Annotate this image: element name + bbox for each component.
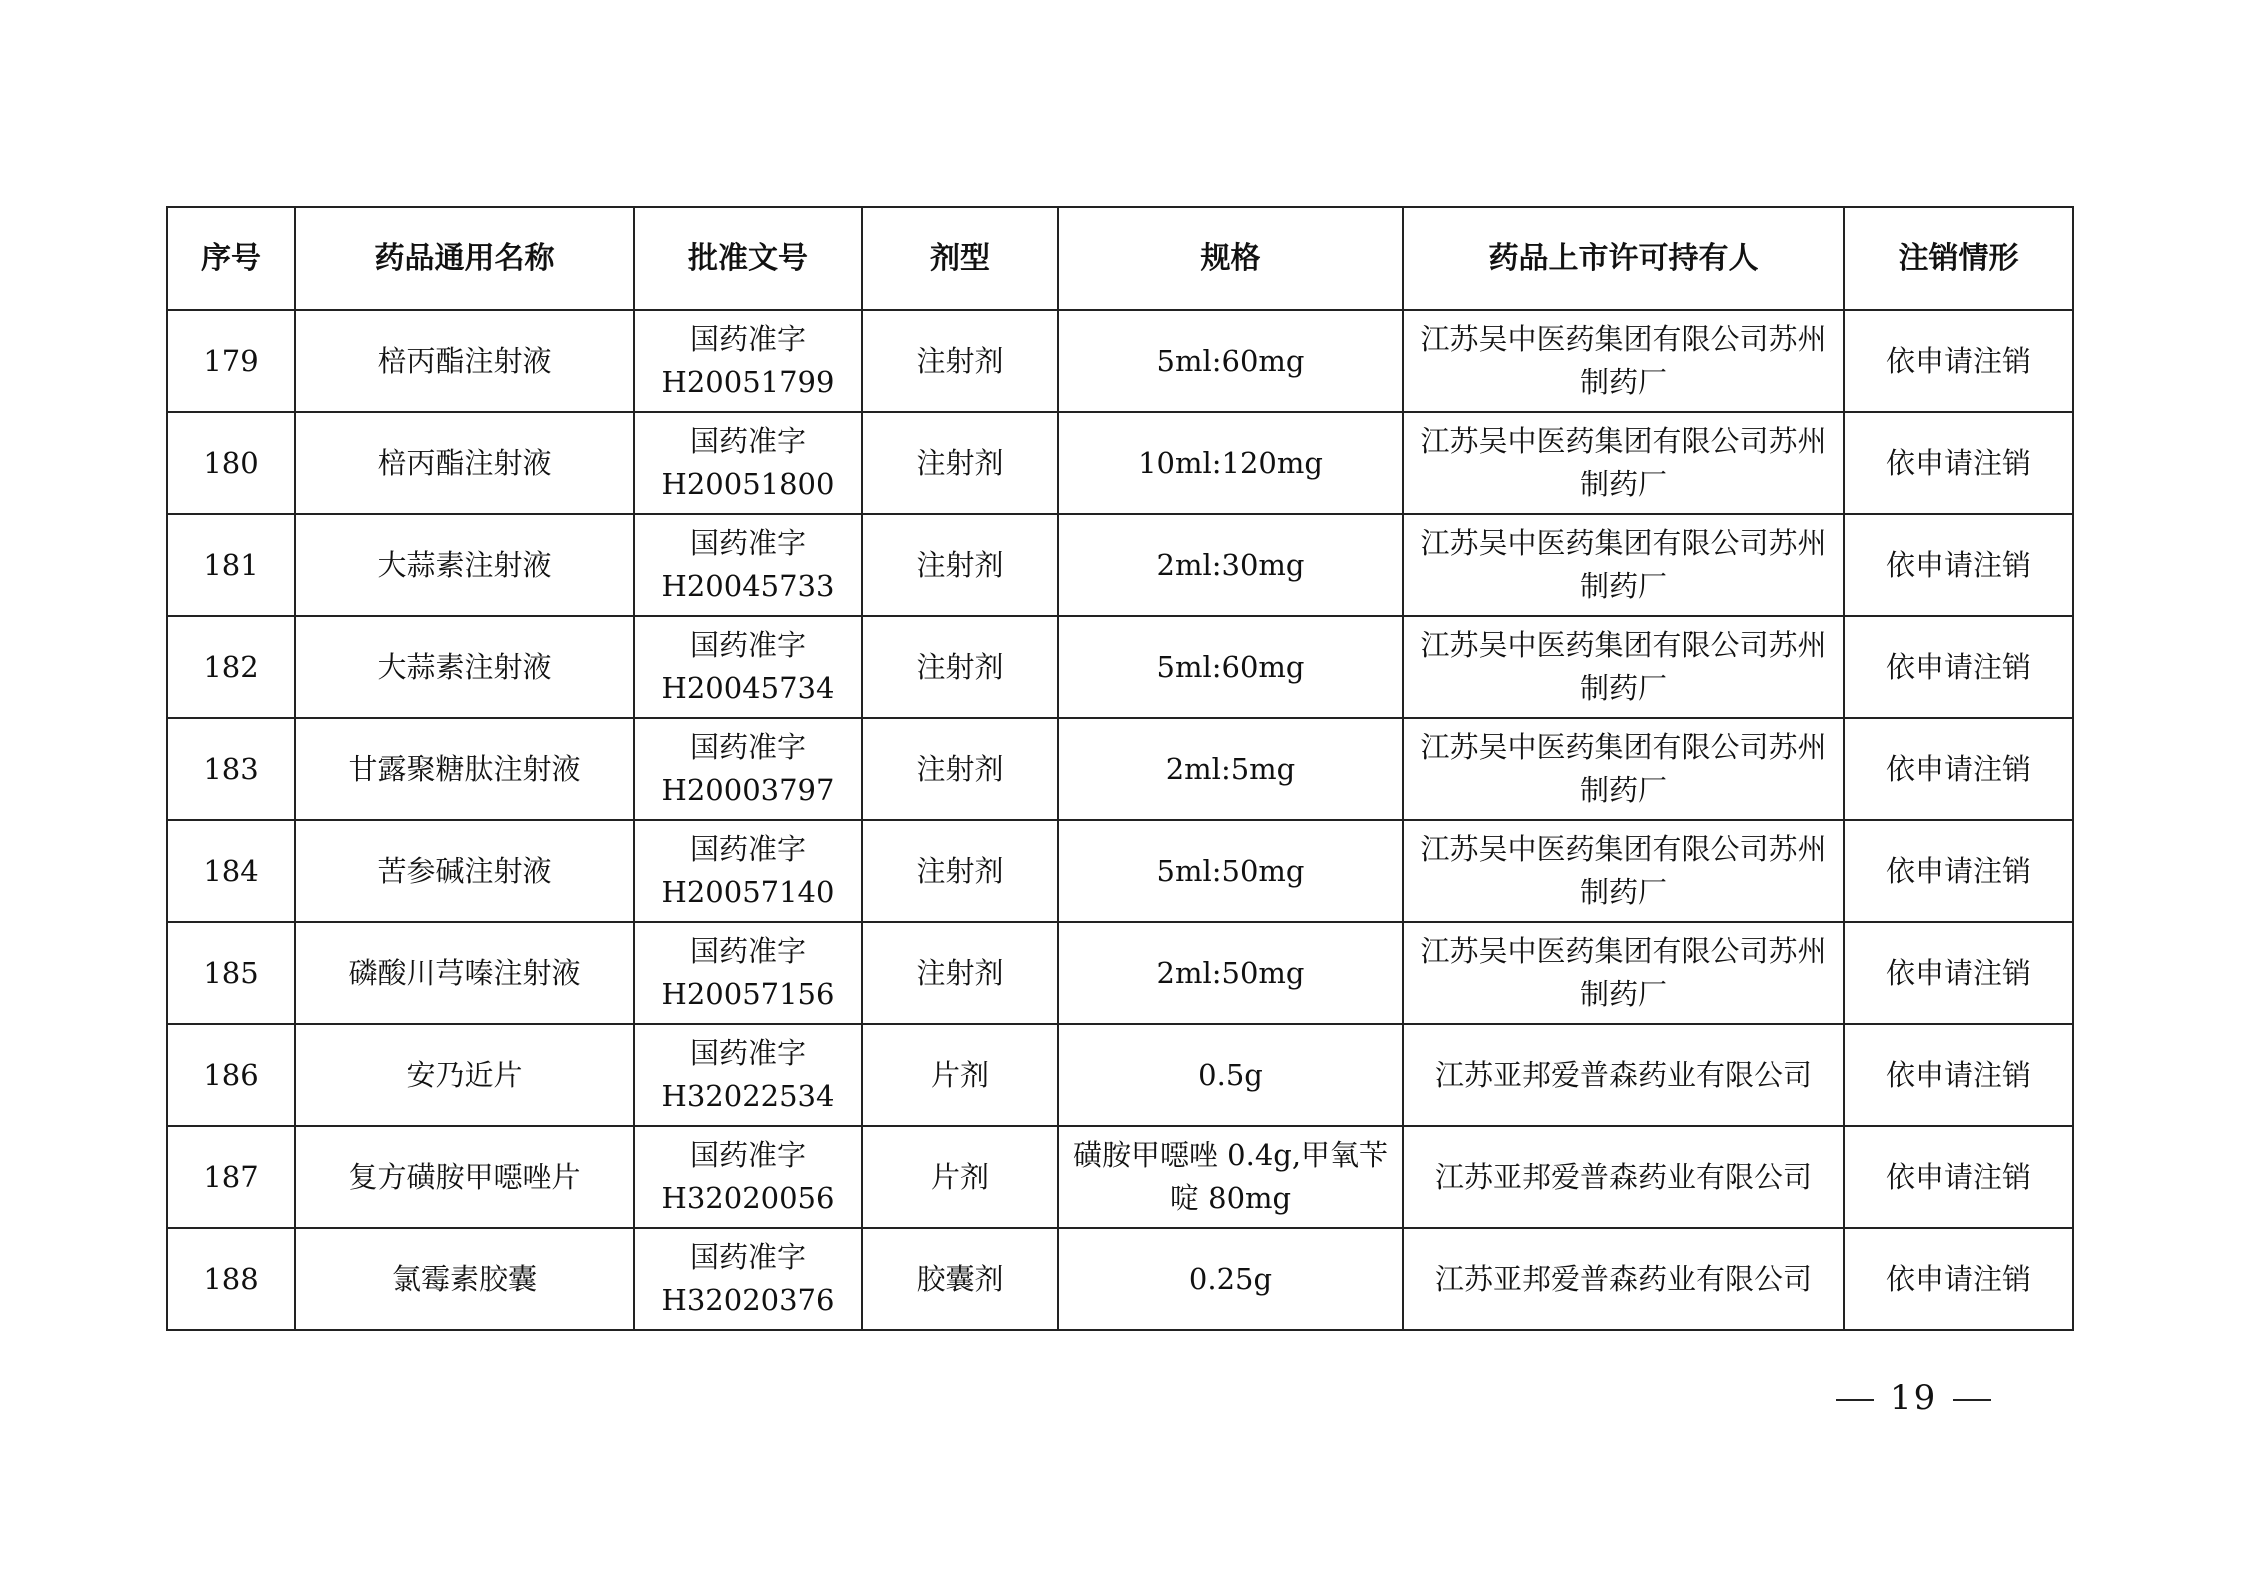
approval-prefix: 国药准字 <box>689 730 806 764</box>
cell-cancellation-status: 依申请注销 <box>1844 718 2073 820</box>
cell-approval-number <box>634 514 862 616</box>
approval-code: H20045734 <box>661 671 835 705</box>
page-number-left-dash <box>1836 1399 1874 1401</box>
approval-prefix: 国药准字 <box>689 424 806 458</box>
cell-license-holder: 江苏吴中医药集团有限公司苏州制药厂 <box>1403 616 1844 718</box>
cell-cancellation-status: 依申请注销 <box>1844 820 2073 922</box>
table-row <box>167 412 2073 514</box>
cell-approval-number <box>634 922 862 1024</box>
cell-approval-number <box>634 1024 862 1126</box>
cell-license-holder: 江苏吴中医药集团有限公司苏州制药厂 <box>1403 412 1844 514</box>
cell-specification: 5ml:50mg <box>1058 820 1403 922</box>
cell-approval-number <box>634 718 862 820</box>
cell-dosage-form: 注射剂 <box>862 820 1058 922</box>
approval-code: H32020056 <box>661 1181 835 1215</box>
approval-code: H32022534 <box>661 1079 835 1113</box>
cell-dosage-form: 注射剂 <box>862 412 1058 514</box>
cell-drug-name: 磷酸川芎嗪注射液 <box>295 922 634 1024</box>
cell-license-holder: 江苏吴中医药集团有限公司苏州制药厂 <box>1403 514 1844 616</box>
cell-drug-name: 氯霉素胶囊 <box>295 1228 634 1330</box>
cell-specification: 2ml:30mg <box>1058 514 1403 616</box>
cell-specification: 10ml:120mg <box>1058 412 1403 514</box>
cell-drug-name: 棓丙酯注射液 <box>295 310 634 412</box>
cell-approval-number <box>634 310 862 412</box>
cell-index: 179 <box>167 310 295 412</box>
cell-specification: 磺胺甲噁唑 0.4g,甲氧苄啶 80mg <box>1058 1126 1403 1228</box>
approval-prefix: 国药准字 <box>689 1036 806 1070</box>
cell-approval-number <box>634 1228 862 1330</box>
cell-license-holder: 江苏亚邦爱普森药业有限公司 <box>1403 1126 1844 1228</box>
approval-prefix: 国药准字 <box>689 1138 806 1172</box>
table-row <box>167 922 2073 1024</box>
cell-specification: 5ml:60mg <box>1058 616 1403 718</box>
cell-license-holder: 江苏吴中医药集团有限公司苏州制药厂 <box>1403 820 1844 922</box>
header-approval-number: 批准文号 <box>634 207 862 310</box>
cell-index: 184 <box>167 820 295 922</box>
header-specification: 规格 <box>1058 207 1403 310</box>
cell-approval-number <box>634 412 862 514</box>
cell-specification: 2ml:5mg <box>1058 718 1403 820</box>
cell-drug-name: 复方磺胺甲噁唑片 <box>295 1126 634 1228</box>
header-cancellation-status: 注销情形 <box>1844 207 2073 310</box>
cell-approval-number <box>634 616 862 718</box>
approval-code: H32020376 <box>661 1283 835 1317</box>
cell-drug-name: 甘露聚糖肽注射液 <box>295 718 634 820</box>
cell-dosage-form: 片剂 <box>862 1126 1058 1228</box>
table-row <box>167 310 2073 412</box>
cell-dosage-form: 注射剂 <box>862 922 1058 1024</box>
cell-cancellation-status: 依申请注销 <box>1844 310 2073 412</box>
cell-dosage-form: 注射剂 <box>862 616 1058 718</box>
approval-code: H20057156 <box>661 977 835 1011</box>
cell-dosage-form: 片剂 <box>862 1024 1058 1126</box>
cell-specification: 2ml:50mg <box>1058 922 1403 1024</box>
cell-cancellation-status: 依申请注销 <box>1844 922 2073 1024</box>
approval-code: H20051799 <box>661 365 835 399</box>
table-row <box>167 1024 2073 1126</box>
header-dosage-form: 剂型 <box>862 207 1058 310</box>
cell-index: 181 <box>167 514 295 616</box>
table-body <box>167 310 2073 1330</box>
drug-cancellation-table <box>166 206 2074 1331</box>
cell-drug-name: 大蒜素注射液 <box>295 616 634 718</box>
cell-drug-name: 苦参碱注射液 <box>295 820 634 922</box>
cell-dosage-form: 胶囊剂 <box>862 1228 1058 1330</box>
cell-index: 182 <box>167 616 295 718</box>
cell-cancellation-status: 依申请注销 <box>1844 514 2073 616</box>
page-number <box>1820 1378 2007 1418</box>
approval-prefix: 国药准字 <box>689 1240 806 1274</box>
cell-drug-name: 安乃近片 <box>295 1024 634 1126</box>
cell-drug-name: 大蒜素注射液 <box>295 514 634 616</box>
page-number-right-dash <box>1953 1399 1991 1401</box>
table-row <box>167 1126 2073 1228</box>
table-row <box>167 718 2073 820</box>
cell-drug-name: 棓丙酯注射液 <box>295 412 634 514</box>
cell-dosage-form: 注射剂 <box>862 718 1058 820</box>
cell-cancellation-status: 依申请注销 <box>1844 412 2073 514</box>
cell-specification: 5ml:60mg <box>1058 310 1403 412</box>
header-index: 序号 <box>167 207 295 310</box>
approval-prefix: 国药准字 <box>689 526 806 560</box>
cell-approval-number <box>634 820 862 922</box>
cell-approval-number <box>634 1126 862 1228</box>
cell-index: 186 <box>167 1024 295 1126</box>
cell-dosage-form: 注射剂 <box>862 310 1058 412</box>
cell-cancellation-status: 依申请注销 <box>1844 1126 2073 1228</box>
cell-license-holder: 江苏吴中医药集团有限公司苏州制药厂 <box>1403 922 1844 1024</box>
cell-index: 180 <box>167 412 295 514</box>
approval-code: H20057140 <box>661 875 835 909</box>
cell-cancellation-status: 依申请注销 <box>1844 616 2073 718</box>
cell-dosage-form: 注射剂 <box>862 514 1058 616</box>
cell-license-holder: 江苏吴中医药集团有限公司苏州制药厂 <box>1403 310 1844 412</box>
table-row <box>167 1228 2073 1330</box>
table-header-row <box>167 207 2073 310</box>
cell-license-holder: 江苏吴中医药集团有限公司苏州制药厂 <box>1403 718 1844 820</box>
cell-index: 185 <box>167 922 295 1024</box>
page-number-value: 19 <box>1890 1378 1938 1418</box>
cell-cancellation-status: 依申请注销 <box>1844 1228 2073 1330</box>
approval-prefix: 国药准字 <box>689 934 806 968</box>
approval-prefix: 国药准字 <box>689 322 806 356</box>
approval-prefix: 国药准字 <box>689 832 806 866</box>
cell-index: 183 <box>167 718 295 820</box>
approval-code: H20003797 <box>661 773 835 807</box>
approval-code: H20045733 <box>661 569 835 603</box>
cell-index: 187 <box>167 1126 295 1228</box>
approval-prefix: 国药准字 <box>689 628 806 662</box>
cell-license-holder: 江苏亚邦爱普森药业有限公司 <box>1403 1024 1844 1126</box>
cell-cancellation-status: 依申请注销 <box>1844 1024 2073 1126</box>
table-row <box>167 820 2073 922</box>
table-row <box>167 514 2073 616</box>
approval-code: H20051800 <box>661 467 835 501</box>
cell-specification: 0.5g <box>1058 1024 1403 1126</box>
header-license-holder: 药品上市许可持有人 <box>1403 207 1844 310</box>
cell-index: 188 <box>167 1228 295 1330</box>
table-row <box>167 616 2073 718</box>
cell-license-holder: 江苏亚邦爱普森药业有限公司 <box>1403 1228 1844 1330</box>
header-drug-name: 药品通用名称 <box>295 207 634 310</box>
cell-specification: 0.25g <box>1058 1228 1403 1330</box>
